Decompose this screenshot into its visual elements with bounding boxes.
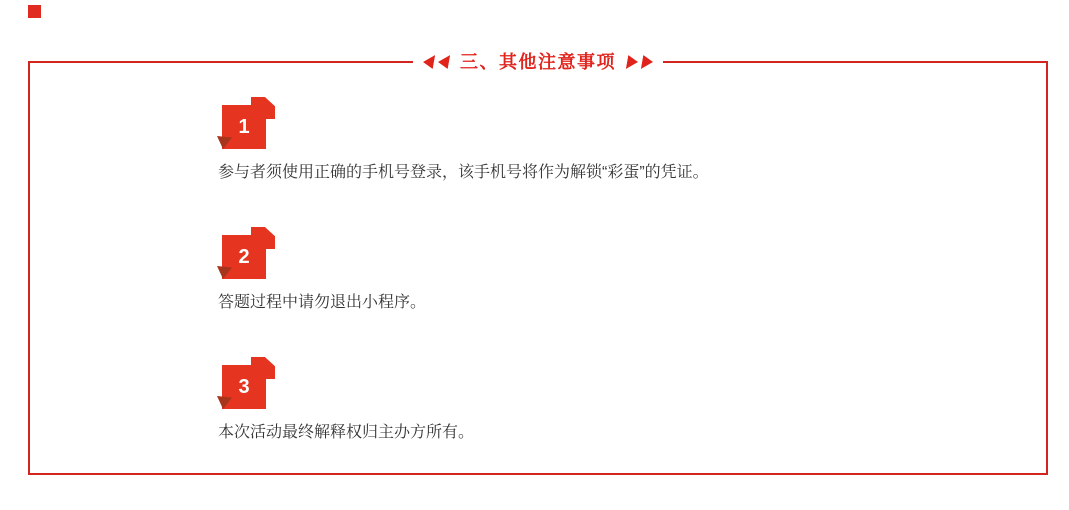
badge-number: 2 <box>238 246 250 268</box>
notes-list <box>30 63 1046 444</box>
red-square-icon <box>28 5 41 18</box>
right-triangle-icon <box>641 55 654 69</box>
badge-square <box>222 235 266 279</box>
badge-number: 1 <box>238 116 250 138</box>
number-badge-2 <box>222 227 276 279</box>
left-triangle-icon <box>437 55 450 69</box>
number-badge-1 <box>222 97 276 149</box>
note-text: 答题过程中请勿退出小程序。 <box>218 294 427 311</box>
right-triangle-icon <box>626 55 639 69</box>
section-title: 三、其他注意事项 <box>460 52 616 72</box>
double-right-triangles-icon <box>626 55 654 69</box>
badge-square <box>222 105 266 149</box>
number-badge-3 <box>222 357 276 409</box>
list-item <box>218 357 1026 444</box>
badge-number: 3 <box>238 376 250 398</box>
list-item <box>218 227 1026 314</box>
note-text: 本次活动最终解释权归主办方所有。 <box>218 424 475 441</box>
notes-panel <box>28 52 1048 475</box>
left-triangle-icon <box>422 55 435 69</box>
section-title-bar <box>413 51 663 73</box>
double-left-triangles-icon <box>422 55 450 69</box>
note-text: 参与者须使用正确的手机号登录，该手机号将作为解锁“彩蛋”的凭证。 <box>218 164 709 181</box>
list-item <box>218 97 1026 184</box>
badge-square <box>222 365 266 409</box>
